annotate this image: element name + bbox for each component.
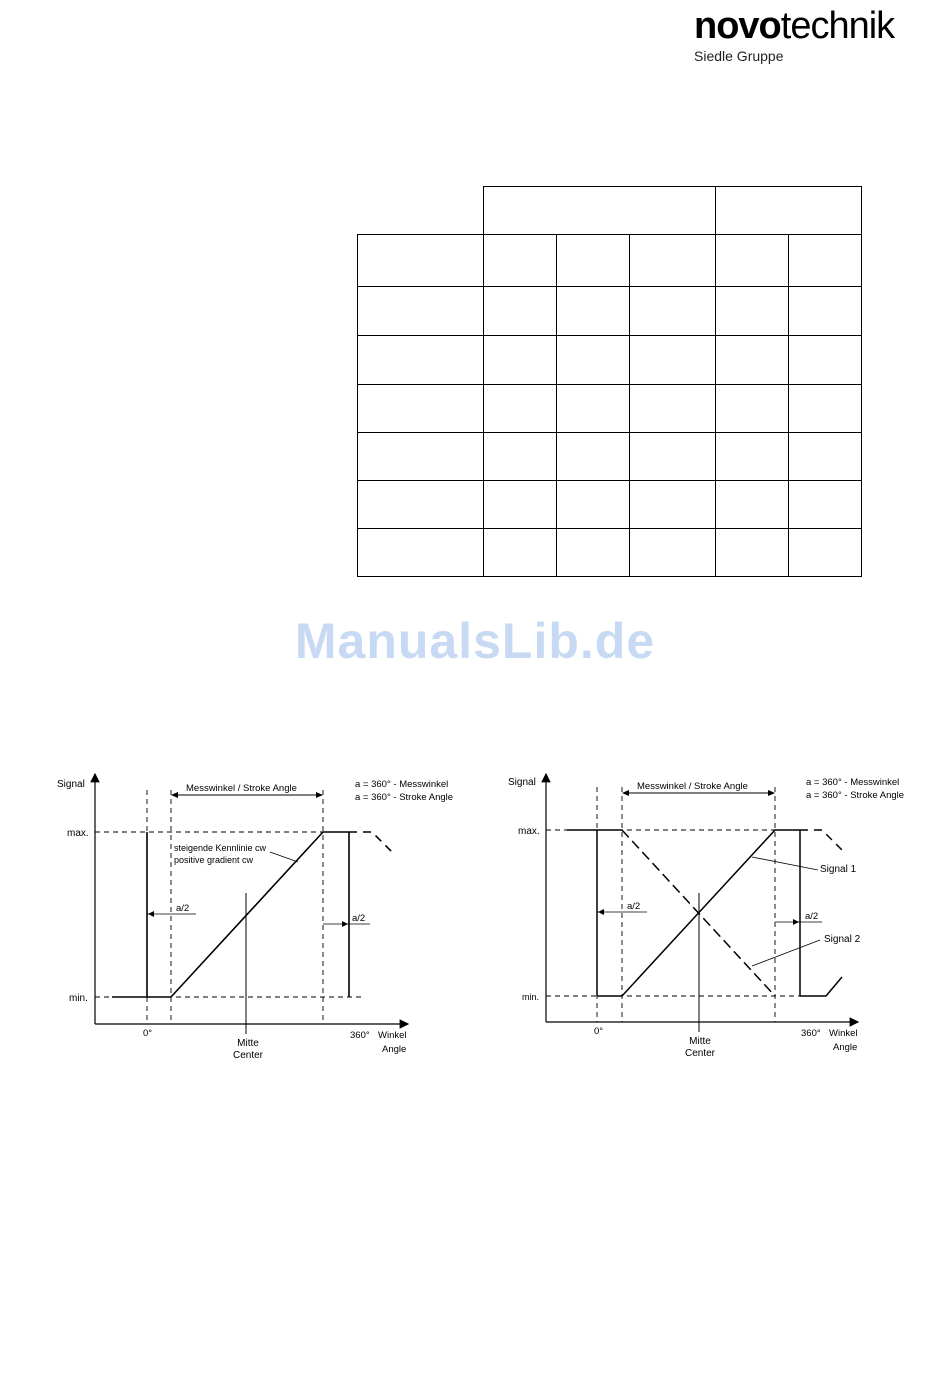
signal-2-leader-line bbox=[752, 940, 820, 966]
half-a-arrow-head-left bbox=[148, 911, 154, 917]
x-axis-label-de: Winkel bbox=[829, 1028, 858, 1039]
watermark-text: ManualsLib.de bbox=[294, 613, 656, 669]
half-a-label-left: a/2 bbox=[627, 901, 641, 912]
formula-note-de: a = 360° - Messwinkel bbox=[806, 777, 900, 788]
formula-note-en: a = 360° - Stroke Angle bbox=[806, 790, 905, 801]
logo-light-part: technik bbox=[780, 5, 895, 47]
formula-note-de: a = 360° - Messwinkel bbox=[355, 779, 449, 790]
range-arrow-head-left bbox=[171, 792, 178, 798]
x-axis-label-de: Winkel bbox=[378, 1030, 407, 1041]
center-label-de: Mitte bbox=[237, 1038, 259, 1049]
formula-note-en: a = 360° - Stroke Angle bbox=[355, 792, 454, 803]
signal-1-label: Signal 1 bbox=[820, 864, 857, 875]
half-a-arrow-head-right bbox=[793, 919, 799, 925]
min-label: min. bbox=[69, 993, 88, 1004]
y-axis-label: Signal bbox=[57, 779, 85, 790]
curve-leader-line bbox=[270, 852, 298, 862]
half-a-label-right: a/2 bbox=[805, 911, 819, 922]
range-arrow-head-left bbox=[622, 790, 629, 796]
max-label: max. bbox=[518, 826, 540, 837]
curve-label-en: positive gradient cw bbox=[174, 855, 254, 865]
half-a-arrow-head-left bbox=[598, 909, 604, 915]
half-a-arrow-head-right bbox=[342, 921, 348, 927]
logo-subtitle: Siedle Gruppe bbox=[694, 48, 784, 64]
range-arrow-head-right bbox=[316, 792, 323, 798]
end-tick-label: 360° bbox=[801, 1028, 821, 1039]
zero-tick-label: 0° bbox=[594, 1026, 604, 1037]
signal-2-continuation bbox=[800, 977, 842, 996]
half-a-label-right: a/2 bbox=[352, 913, 366, 924]
diagram-dual-signal bbox=[475, 0, 950, 1100]
zero-tick-label: 0° bbox=[143, 1028, 153, 1039]
center-label-en: Center bbox=[684, 1048, 716, 1059]
center-label-en: Center bbox=[232, 1050, 264, 1061]
max-label: max. bbox=[67, 828, 89, 839]
min-label: min. bbox=[522, 992, 540, 1002]
diagram-rising-characteristic bbox=[0, 0, 475, 1100]
signal-continuation-dashed bbox=[349, 832, 393, 853]
center-label-de: Mitte bbox=[689, 1036, 711, 1047]
range-arrow-head-right bbox=[768, 790, 775, 796]
logo-bold-part: novo bbox=[694, 5, 781, 47]
end-tick-label: 360° bbox=[350, 1030, 370, 1041]
signal-1-continuation-dashed bbox=[800, 830, 843, 851]
range-label: Messwinkel / Stroke Angle bbox=[186, 783, 297, 794]
x-axis-label-en: Angle bbox=[833, 1042, 858, 1053]
signal-2-label: Signal 2 bbox=[824, 934, 861, 945]
half-a-label-left: a/2 bbox=[176, 903, 190, 914]
y-axis-label: Signal bbox=[508, 777, 536, 788]
curve-label-de: steigende Kennlinie cw bbox=[174, 843, 267, 853]
signal-1-leader-line bbox=[752, 857, 818, 870]
range-label: Messwinkel / Stroke Angle bbox=[637, 781, 748, 792]
x-axis-label-en: Angle bbox=[382, 1044, 407, 1055]
